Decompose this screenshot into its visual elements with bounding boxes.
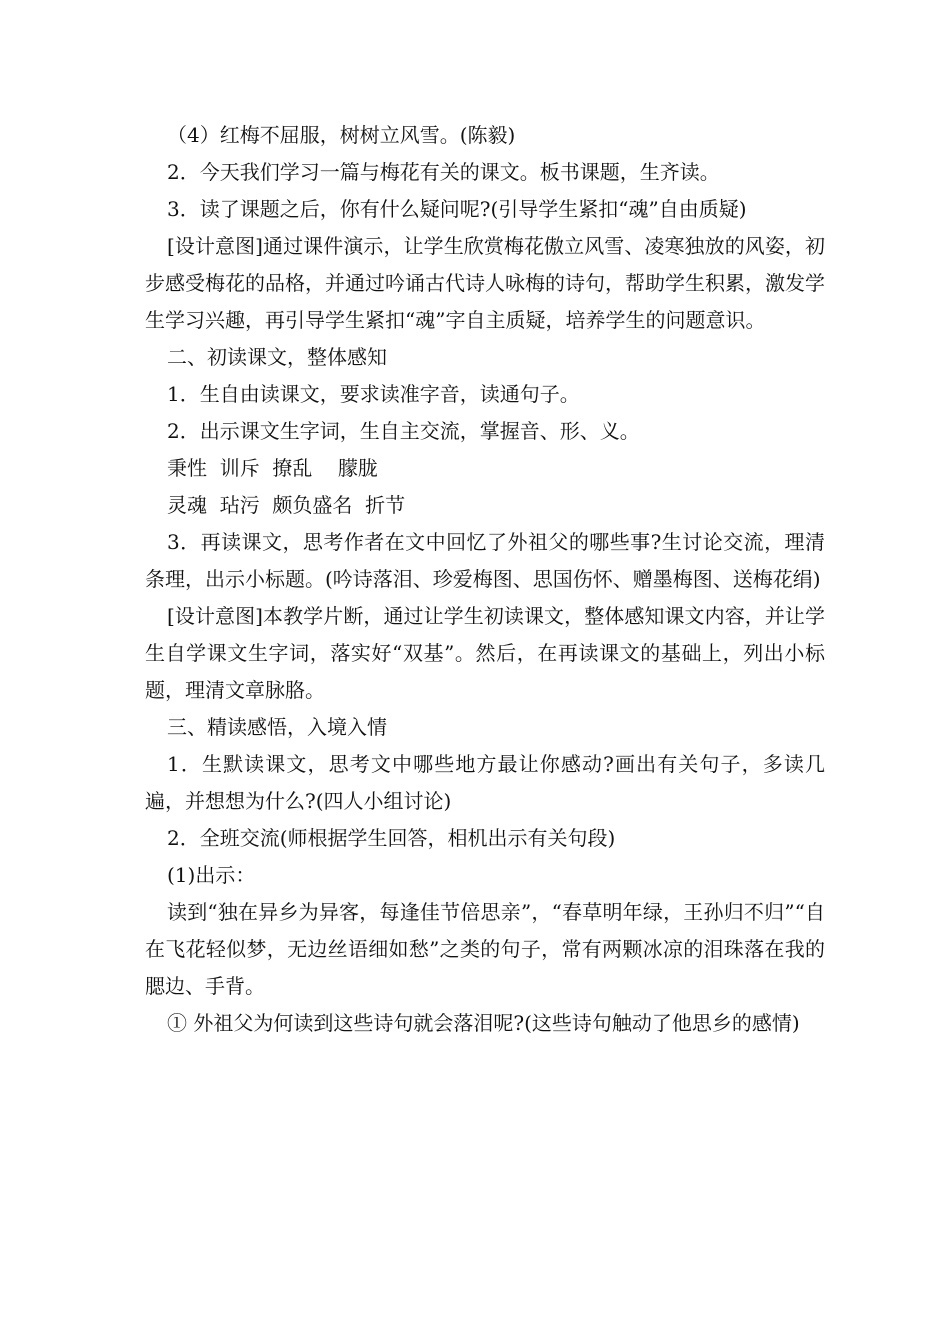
section-heading-3: 三、精读感悟，入境入情 — [167, 715, 387, 739]
paragraph-design-intent-1: [设计意图]通过课件演示，让学生欣赏梅花傲立风雪、凌寒独放的风姿，初步感受梅花的品格，并通过吟诵古代诗人咏梅的诗句，帮助学生积累，激发学生学习兴趣，再引导学生紧扣“魂”字自主质疑，培养学生的问题意识。 — [145, 234, 825, 332]
paragraph-read-1: 1．生自由读课文，要求读准字音，读通句子。 — [167, 382, 580, 406]
paragraph-question-1: ① 外祖父为何读到这些诗句就会落泪呢?(这些诗句触动了他思乡的感情) — [167, 1011, 800, 1035]
paragraph-poem-line-4: （4）红梅不屈服，树树立风雪。(陈毅) — [167, 123, 516, 147]
paragraph-intensive-1: 1．生默读课文，思考文中哪些地方最让你感动?画出有关句子，多读几遍，并想想为什么?(四人小组讨论) — [145, 752, 825, 813]
paragraph-read-3: 3．再读课文，思考作者在文中回忆了外祖父的哪些事?生讨论交流，理清条理，出示小标题。(吟诗落泪、珍爱梅图、思国伤怀、赠墨梅图、送梅花绢) — [145, 530, 825, 591]
paragraph-step-3: 3．读了课题之后，你有什么疑问呢?(引导学生紧扣“魂”自由质疑) — [167, 197, 747, 221]
paragraph-quote: 读到“独在异乡为异客，每逢佳节倍思亲”，“春草明年绿，王孙归不归”“自在飞花轻似梦，无边丝语细如愁”之类的句子，常有两颗冰凉的泪珠落在我的腮边、手背。 — [145, 900, 825, 998]
paragraph-read-2: 2．出示课文生字词，生自主交流，掌握音、形、义。 — [167, 419, 640, 443]
paragraph-show-1: (1)出示： — [167, 863, 256, 887]
section-heading-2: 二、初读课文，整体感知 — [167, 345, 387, 369]
vocabulary-line-1: 秉性 训斥 撩乱 朦胧 — [167, 456, 378, 480]
vocabulary-line-2: 灵魂 玷污 颇负盛名 折节 — [167, 493, 406, 517]
document-body — [145, 117, 825, 1042]
paragraph-step-2: 2．今天我们学习一篇与梅花有关的课文。板书课题，生齐读。 — [167, 160, 720, 184]
paragraph-design-intent-2: [设计意图]本教学片断，通过让学生初读课文，整体感知课文内容，并让学生自学课文生字词，落实好“双基”。然后，在再读课文的基础上，列出小标题，理清文章脉胳。 — [145, 604, 825, 702]
paragraph-intensive-2: 2．全班交流(师根据学生回答，相机出示有关句段) — [167, 826, 616, 850]
